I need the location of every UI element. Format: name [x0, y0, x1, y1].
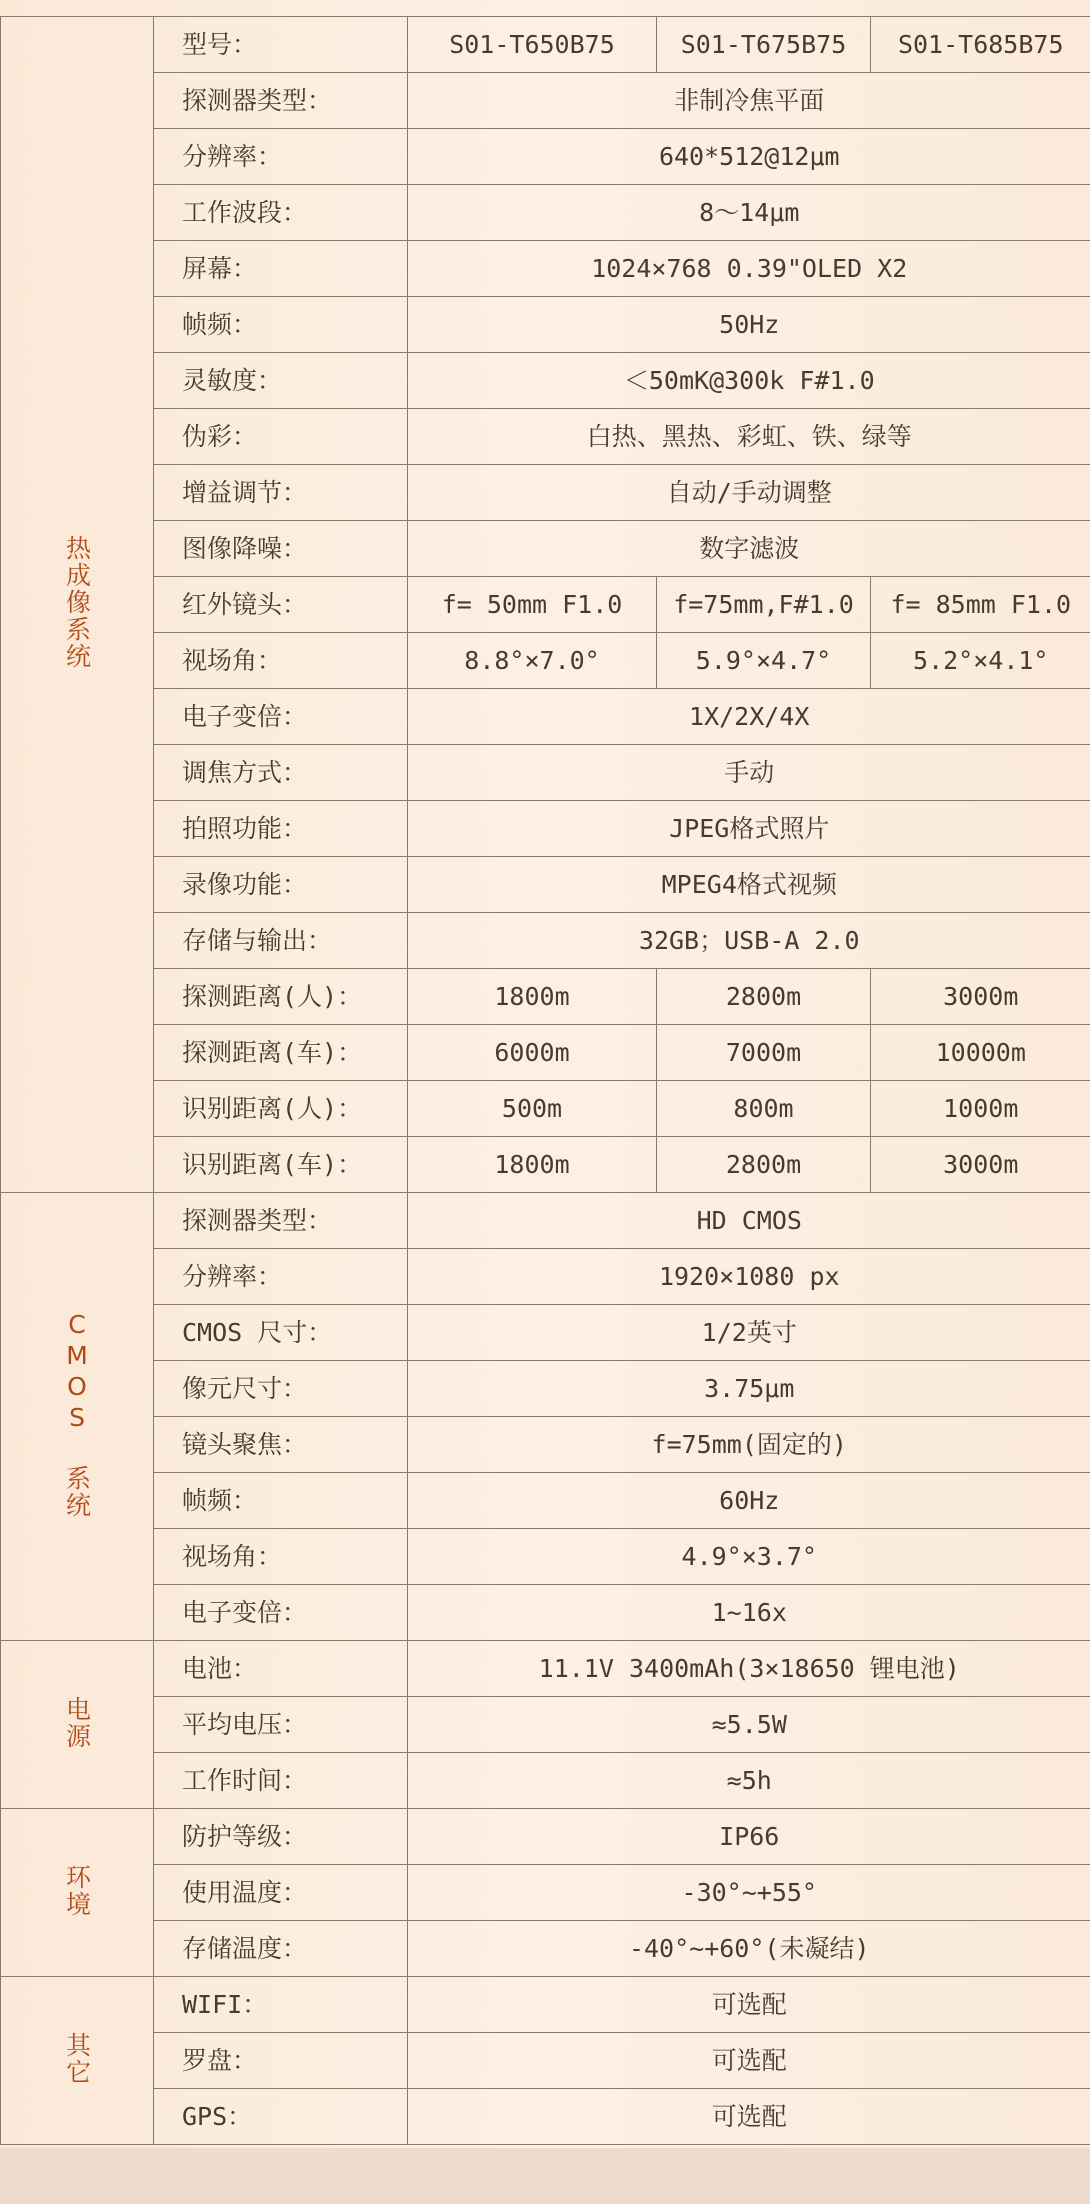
spec-row: [1, 1081, 1090, 1137]
spec-label: 工作时间：: [154, 1753, 408, 1809]
spec-value: ≈5h: [408, 1753, 1090, 1809]
spec-value: 可选配: [408, 1977, 1090, 2033]
section-title-env: [1, 1809, 154, 1977]
spec-value: 自动/手动调整: [408, 465, 1090, 521]
spec-row: [1, 633, 1090, 689]
spec-label: 分辨率：: [154, 1249, 408, 1305]
spec-value: 640*512@12μm: [408, 129, 1090, 185]
spec-value: ≈5.5W: [408, 1697, 1090, 1753]
section-title-text: 其它: [62, 2031, 92, 2086]
spec-label: 探测距离(车)：: [154, 1025, 408, 1081]
spec-value-model-1: 500m: [408, 1081, 657, 1137]
spec-value-model-2: 2800m: [657, 969, 871, 1025]
spec-value: -40°~+60°(未凝结): [408, 1921, 1090, 1977]
section-title-thermal: [1, 17, 154, 1193]
section-title-text: 热成像系统: [62, 535, 92, 670]
spec-row: [1, 801, 1090, 857]
spec-label: 电子变倍：: [154, 689, 408, 745]
spec-row: [1, 1753, 1090, 1809]
spec-label: 探测器类型：: [154, 1193, 408, 1249]
spec-value-model-1: 1800m: [408, 969, 657, 1025]
spec-row: [1, 689, 1090, 745]
spec-label: 使用温度：: [154, 1865, 408, 1921]
spec-label: 像元尺寸：: [154, 1361, 408, 1417]
spec-label: 平均电压：: [154, 1697, 408, 1753]
section-title-power: [1, 1641, 154, 1809]
spec-label: WIFI：: [154, 1977, 408, 2033]
spec-value: 3.75μm: [408, 1361, 1090, 1417]
spec-value-model-2: S01-T675B75: [657, 17, 871, 73]
spec-value: 11.1V 3400mAh(3×18650 锂电池): [408, 1641, 1090, 1697]
spec-value: 可选配: [408, 2033, 1090, 2089]
spec-label: 图像降噪：: [154, 521, 408, 577]
spec-row: [1, 185, 1090, 241]
spec-row: [1, 1865, 1090, 1921]
spec-value: ＜50mK@300k F#1.0: [408, 353, 1090, 409]
spec-value: 可选配: [408, 2089, 1090, 2145]
spec-label: 识别距离(人)：: [154, 1081, 408, 1137]
spec-label: 帧频：: [154, 297, 408, 353]
spec-row: [1, 2089, 1090, 2145]
section-title-text: 环境: [62, 1863, 92, 1918]
spec-value-model-1: 1800m: [408, 1137, 657, 1193]
spec-value-model-1: 6000m: [408, 1025, 657, 1081]
spec-row: [1, 913, 1090, 969]
spec-label: 电子变倍：: [154, 1585, 408, 1641]
spec-row: [1, 1641, 1090, 1697]
section-title-other: [1, 1977, 154, 2145]
spec-label: 识别距离(车)：: [154, 1137, 408, 1193]
spec-value-model-1: S01-T650B75: [408, 17, 657, 73]
spec-label: 伪彩：: [154, 409, 408, 465]
spec-value: 1X/2X/4X: [408, 689, 1090, 745]
spec-row: [1, 1697, 1090, 1753]
spec-row: [1, 1025, 1090, 1081]
spec-row: [1, 409, 1090, 465]
spec-value: 白热、黑热、彩虹、铁、绿等: [408, 409, 1090, 465]
spec-label: 镜头聚焦：: [154, 1417, 408, 1473]
spec-row: [1, 1305, 1090, 1361]
section-title-text: CMOS 系统: [62, 1310, 92, 1519]
spec-label: 视场角：: [154, 1529, 408, 1585]
spec-label: 拍照功能：: [154, 801, 408, 857]
spec-value: MPEG4格式视频: [408, 857, 1090, 913]
spec-value: 1024×768 0.39"OLED X2: [408, 241, 1090, 297]
spec-value: 4.9°×3.7°: [408, 1529, 1090, 1585]
spec-label: 视场角：: [154, 633, 408, 689]
bottom-strip: [0, 2148, 1090, 2204]
spec-row: [1, 17, 1090, 73]
spec-label: 探测器类型：: [154, 73, 408, 129]
spec-value-model-3: 1000m: [871, 1081, 1090, 1137]
spec-value: IP66: [408, 1809, 1090, 1865]
spec-value: 1/2英寸: [408, 1305, 1090, 1361]
spec-value: 非制冷焦平面: [408, 73, 1090, 129]
spec-label: 帧频：: [154, 1473, 408, 1529]
spec-row: [1, 577, 1090, 633]
spec-row: [1, 969, 1090, 1025]
spec-row: [1, 2033, 1090, 2089]
spec-value: HD CMOS: [408, 1193, 1090, 1249]
spec-row: [1, 73, 1090, 129]
spec-row: [1, 1921, 1090, 1977]
spec-value-model-3: 3000m: [871, 969, 1090, 1025]
spec-row: [1, 241, 1090, 297]
spec-row: [1, 129, 1090, 185]
spec-row: [1, 1809, 1090, 1865]
spec-row: [1, 1977, 1090, 2033]
spec-value: 1~16x: [408, 1585, 1090, 1641]
spec-value: 50Hz: [408, 297, 1090, 353]
spec-value-model-3: 10000m: [871, 1025, 1090, 1081]
spec-label: 灵敏度：: [154, 353, 408, 409]
spec-value: -30°~+55°: [408, 1865, 1090, 1921]
spec-row: [1, 1193, 1090, 1249]
spec-value-model-2: f=75mm,F#1.0: [657, 577, 871, 633]
spec-label: 存储温度：: [154, 1921, 408, 1977]
spec-value-model-3: S01-T685B75: [871, 17, 1090, 73]
spec-value-model-3: f= 85mm F1.0: [871, 577, 1090, 633]
spec-value: 60Hz: [408, 1473, 1090, 1529]
spec-label: 型号：: [154, 17, 408, 73]
spec-row: [1, 521, 1090, 577]
spec-label: 屏幕：: [154, 241, 408, 297]
spec-label: 探测距离(人)：: [154, 969, 408, 1025]
spec-row: [1, 1361, 1090, 1417]
spec-label: CMOS 尺寸：: [154, 1305, 408, 1361]
spec-value: f=75mm(固定的): [408, 1417, 1090, 1473]
spec-label: GPS：: [154, 2089, 408, 2145]
spec-value-model-2: 7000m: [657, 1025, 871, 1081]
spec-label: 存储与输出：: [154, 913, 408, 969]
spec-row: [1, 1137, 1090, 1193]
spec-value: 1920×1080 px: [408, 1249, 1090, 1305]
spec-row: [1, 1585, 1090, 1641]
spec-value: 手动: [408, 745, 1090, 801]
spec-row: [1, 353, 1090, 409]
spec-label: 增益调节：: [154, 465, 408, 521]
spec-row: [1, 465, 1090, 521]
spec-value: 数字滤波: [408, 521, 1090, 577]
spec-label: 录像功能：: [154, 857, 408, 913]
spec-label: 电池：: [154, 1641, 408, 1697]
spec-label: 防护等级：: [154, 1809, 408, 1865]
spec-value: 8～14μm: [408, 185, 1090, 241]
spec-row: [1, 857, 1090, 913]
spec-row: [1, 1473, 1090, 1529]
spec-value-model-2: 2800m: [657, 1137, 871, 1193]
spec-row: [1, 745, 1090, 801]
spec-label: 罗盘：: [154, 2033, 408, 2089]
spec-value-model-1: 8.8°×7.0°: [408, 633, 657, 689]
section-title-text: 电源: [62, 1695, 92, 1750]
spec-label: 调焦方式：: [154, 745, 408, 801]
spec-value-model-2: 5.9°×4.7°: [657, 633, 871, 689]
spec-value-model-3: 5.2°×4.1°: [871, 633, 1090, 689]
spec-row: [1, 297, 1090, 353]
spec-value-model-2: 800m: [657, 1081, 871, 1137]
spec-value: JPEG格式照片: [408, 801, 1090, 857]
spec-label: 红外镜头：: [154, 577, 408, 633]
spec-value-model-3: 3000m: [871, 1137, 1090, 1193]
spec-value-model-1: f= 50mm F1.0: [408, 577, 657, 633]
spec-label: 工作波段：: [154, 185, 408, 241]
spec-row: [1, 1529, 1090, 1585]
section-title-cmos: [1, 1193, 154, 1641]
spec-row: [1, 1249, 1090, 1305]
spec-value: 32GB；USB-A 2.0: [408, 913, 1090, 969]
spec-label: 分辨率：: [154, 129, 408, 185]
spec-row: [1, 1417, 1090, 1473]
spec-table: [0, 16, 1090, 2145]
